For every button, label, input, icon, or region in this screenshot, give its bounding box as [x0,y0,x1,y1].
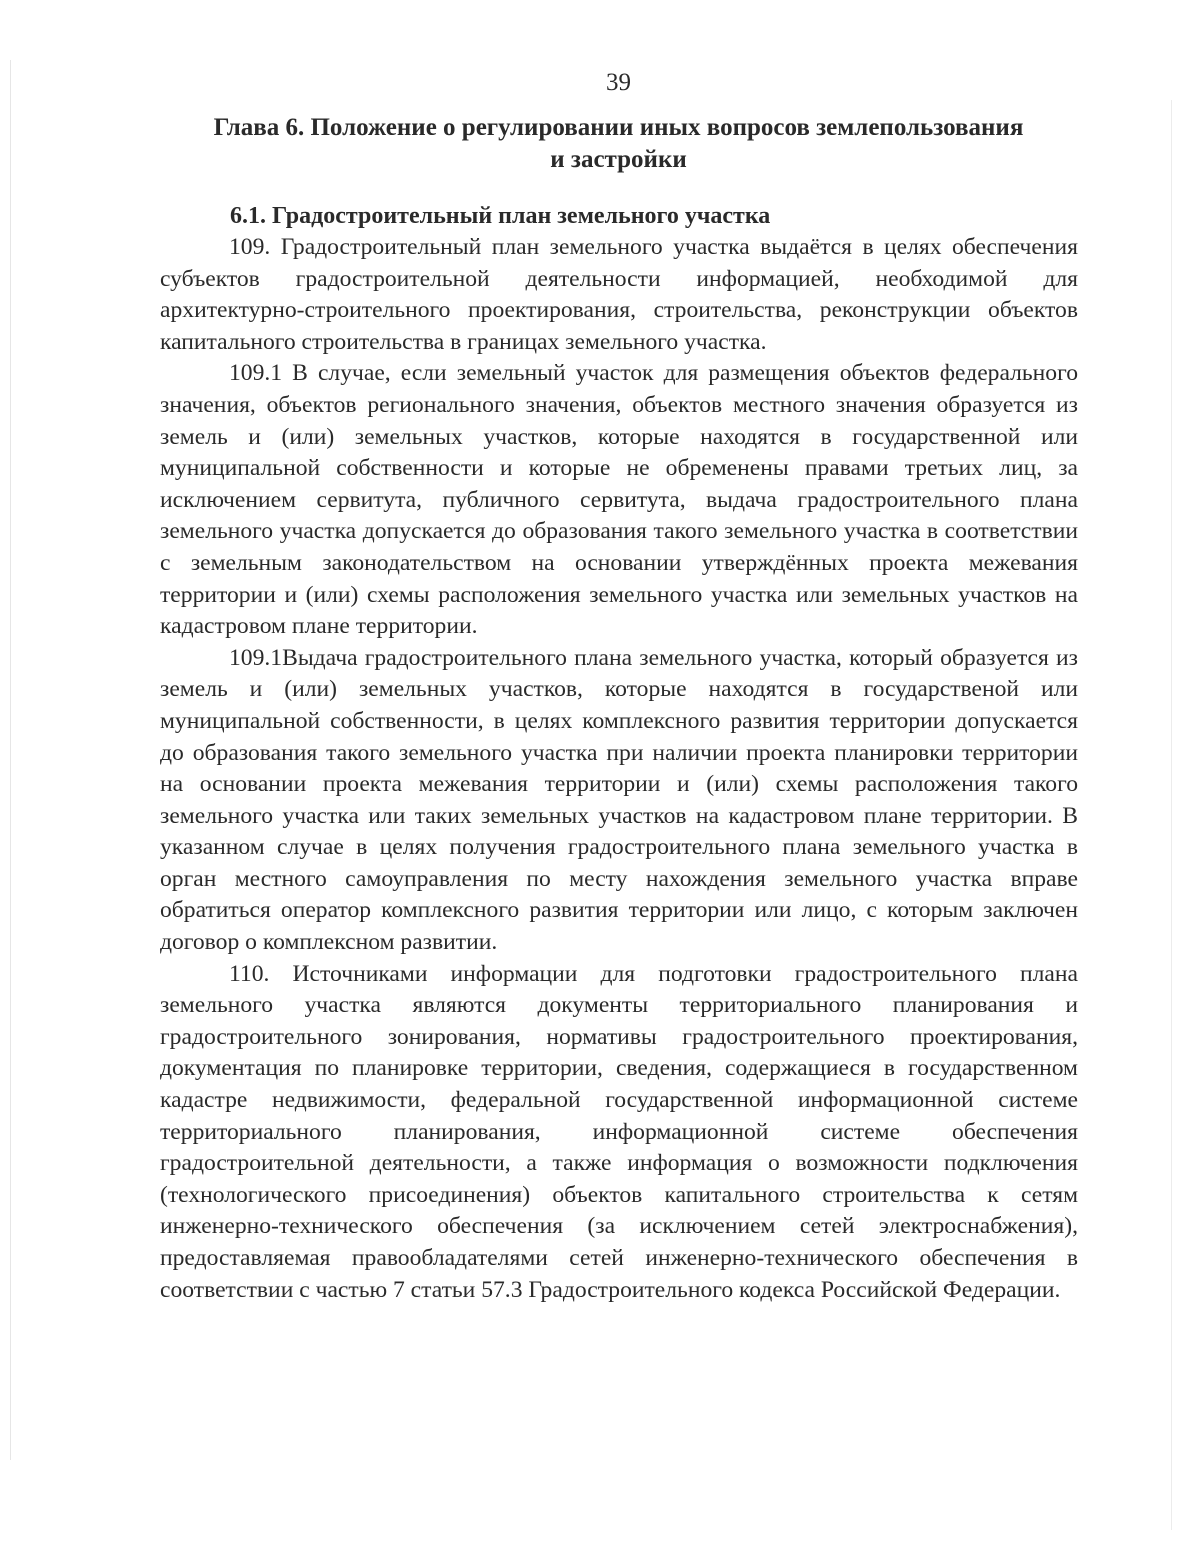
paragraph-109-1-bis: 109.1Выдача градостроительного плана земельного участка, который образуется из земель и (или) земельных участков, которые находятся в государственой или муниципальной собственности, в целях комплексного развития территории допускается до образования такого земельного участка при наличии проекта планировки территории на основании проекта межевания территории и (или) схемы расположения такого земельного участка или таких земельных участков на кадастровом плане территории. В указанном случае в целях получения градостроительного плана земельного участка в орган местного самоуправления по месту нахождения земельного участка вправе обратиться оператор комплексного развития территории или лицо, с которым заключен договор о комплексном развитии. [160,644,1078,956]
document-body [160,232,1078,1306]
chapter-title [160,112,1077,176]
section-title: 6.1. Градостроительный план земельного участка [230,203,771,229]
page-number: 39 [606,69,631,96]
paragraph-110: 110. Источниками информации для подготовки градостроительного плана земельного участка являются документы территориального планирования и градостроительного зонирования, нормативы градостроительного проектирования, документация по планировке территории, сведения, содержащиеся в государственном кадастре недвижимости, федеральной государственной информационной системе территориального планирования, информационной системе обеспечения градостроительной деятельности, а также информация о возможности подключения (технологического присоединения) объектов капитального строительства к сетям инженерно-технического обеспечения (за исключением сетей электроснабжения), предоставляемая правообладателями сетей инженерно-технического обеспечения в соответствии с частью 7 статьи 57.3 Градостроительного кодекса Российской Федерации. [160,960,1078,1303]
chapter-title-line-2: и застройки [550,146,687,173]
paragraph-109: 109. Градостроительный план земельного участка выдаётся в целях обеспечения субъектов градостроительной деятельности информацией, необходимой для архитектурно-строительного проектирования, строительства, реконструкции объектов капитального строительства в границах земельного участка. [160,234,1078,355]
chapter-title-line-1: Глава 6. Положение о регулировании иных вопросов землепользования [213,114,1024,141]
scan-edge-left [10,60,11,1460]
scan-edge-right [1171,100,1172,1530]
paragraph-109-1: 109.1 В случае, если земельный участок для размещения объектов федерального значения, объектов регионального значения, объектов местного значения образуется из земель и (или) земельных участков, которые находятся в государственной или муниципальной собственности и которые не обременены правами третьих лиц, за исключением сервитута, публичного сервитута, выдача градостроительного плана земельного участка допускается до образования такого земельного участка в соответствии с земельным законодательством на основании утверждённых проекта межевания территории и (или) схемы расположения земельного участка или земельных участков на кадастровом плане территории. [160,360,1078,640]
